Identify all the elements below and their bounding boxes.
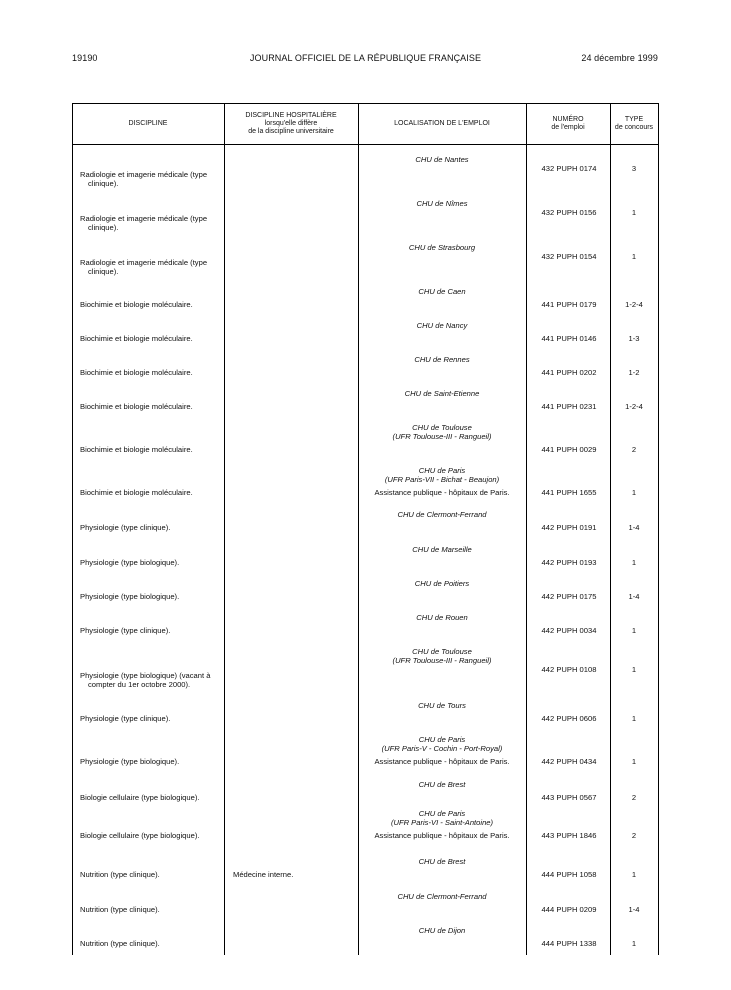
employment-number: 441 PUPH 0202 <box>541 368 597 377</box>
discipline-cell <box>80 402 230 411</box>
location-name: CHU de Nantes <box>415 155 469 164</box>
location-name: CHU de Rouen <box>416 613 468 622</box>
location-name: CHU de Toulouse <box>412 647 472 656</box>
location-name: CHU de Marseille <box>412 545 472 554</box>
location-name: CHU de Paris <box>418 735 466 744</box>
discipline-line: Radiologie et imagerie médicale (type <box>80 214 208 223</box>
competition-type: 1 <box>631 626 637 635</box>
discipline-line: Physiologie (type biologique). <box>80 757 180 766</box>
discipline-line: Physiologie (type clinique). <box>80 523 171 532</box>
location-cell <box>358 423 526 441</box>
location-name: CHU de Poitiers <box>414 579 470 588</box>
location-cell <box>358 613 526 622</box>
discipline-line: Biochimie et biologie moléculaire. <box>80 402 193 411</box>
location-cell <box>358 545 526 554</box>
header-line: de la discipline universitaire <box>248 128 334 135</box>
col-header-hospital-discipline <box>224 104 358 144</box>
discipline-cell <box>80 905 230 914</box>
col-header-discipline <box>72 104 224 144</box>
location-cell <box>358 199 526 208</box>
competition-type: 1 <box>631 714 637 723</box>
discipline-line: clinique). <box>88 267 119 276</box>
discipline-line: Biologie cellulaire (type biologique). <box>80 793 200 802</box>
employment-number: 432 PUPH 0174 <box>541 164 597 173</box>
discipline-cell <box>80 558 230 567</box>
competition-type: 1 <box>631 939 637 948</box>
competition-type: 1 <box>631 870 637 879</box>
location-cell <box>358 857 526 866</box>
header-text <box>245 112 336 136</box>
header-line: de concours <box>614 124 654 131</box>
location-detail: (UFR Toulouse-III - Rangueil) <box>392 656 492 665</box>
col-header-number <box>526 104 610 144</box>
location-cell <box>358 780 526 789</box>
discipline-line: Nutrition (type clinique). <box>80 905 160 914</box>
discipline-line: Biochimie et biologie moléculaire. <box>80 488 193 497</box>
discipline-cell <box>80 793 230 802</box>
employment-number: 442 PUPH 0193 <box>541 558 597 567</box>
employment-number: 443 PUPH 1846 <box>541 831 597 840</box>
location-name: CHU de Brest <box>418 780 466 789</box>
competition-type: 2 <box>631 831 637 840</box>
header-line: LOCALISATION DE L'EMPLOI <box>394 120 490 127</box>
discipline-cell <box>80 214 230 232</box>
employment-number: 444 PUPH 0209 <box>541 905 597 914</box>
discipline-line: Physiologie (type biologique). <box>80 592 180 601</box>
discipline-cell <box>80 488 230 497</box>
header-text <box>129 120 168 128</box>
discipline-line: Physiologie (type clinique). <box>80 626 171 635</box>
location-name: CHU de Paris <box>418 466 466 475</box>
col-divider-2 <box>358 103 359 955</box>
header-text <box>615 116 653 132</box>
employment-number: 444 PUPH 1058 <box>541 870 597 879</box>
discipline-cell <box>80 170 230 188</box>
location-cell <box>358 735 526 753</box>
discipline-cell <box>80 334 230 343</box>
employment-number: 441 PUPH 0029 <box>541 445 597 454</box>
discipline-cell <box>80 523 230 532</box>
competition-type: 2 <box>631 445 637 454</box>
discipline-line: Nutrition (type clinique). <box>80 939 160 948</box>
location-cell <box>358 243 526 252</box>
discipline-line: Physiologie (type biologique). <box>80 558 180 567</box>
employment-number: 441 PUPH 0179 <box>541 300 597 309</box>
discipline-cell <box>80 368 230 377</box>
discipline-line: Biochimie et biologie moléculaire. <box>80 368 193 377</box>
location-name: CHU de Saint-Etienne <box>404 389 480 398</box>
location-cell <box>358 389 526 398</box>
header-line: DISCIPLINE <box>128 120 168 127</box>
competition-type: 1 <box>631 665 637 674</box>
discipline-line: Radiologie et imagerie médicale (type <box>80 170 208 179</box>
discipline-line: Physiologie (type biologique) (vacant à <box>80 671 211 680</box>
location-cell <box>358 647 526 665</box>
competition-type: 1-2-4 <box>625 300 643 309</box>
location-extra: Assistance publique - hôpitaux de Paris. <box>374 831 510 840</box>
location-name: CHU de Nancy <box>416 321 468 330</box>
employment-number: 442 PUPH 0108 <box>541 665 597 674</box>
journal-title: JOURNAL OFFICIEL DE LA RÉPUBLIQUE FRANÇAISE <box>249 53 482 63</box>
location-name: CHU de Rennes <box>414 355 470 364</box>
competition-type: 1-4 <box>628 592 640 601</box>
competition-type: 1 <box>631 488 637 497</box>
competition-type: 1-2-4 <box>625 402 643 411</box>
col-header-location <box>358 104 526 144</box>
header-line: de l'emploi <box>551 124 585 131</box>
col-divider-3 <box>526 103 527 955</box>
header-line: lorsqu'elle diffère <box>264 120 318 127</box>
employment-number: 441 PUPH 0231 <box>541 402 597 411</box>
location-cell <box>358 926 526 935</box>
location-detail: (UFR Paris-VII - Bichat - Beaujon) <box>384 475 500 484</box>
discipline-line: Physiologie (type clinique). <box>80 714 171 723</box>
employment-number: 442 PUPH 0175 <box>541 592 597 601</box>
employment-number: 443 PUPH 0567 <box>541 793 597 802</box>
header-line: NUMÉRO <box>552 116 584 123</box>
discipline-line: clinique). <box>88 223 119 232</box>
discipline-cell <box>80 300 230 309</box>
header-line: TYPE <box>624 116 644 123</box>
location-detail: (UFR Paris-VI - Saint-Antoine) <box>390 818 494 827</box>
competition-type: 2 <box>631 793 637 802</box>
competition-type: 1-4 <box>628 905 640 914</box>
location-cell <box>358 466 526 484</box>
competition-type: 3 <box>631 164 637 173</box>
location-cell <box>358 579 526 588</box>
discipline-cell <box>80 626 230 635</box>
employment-number: 444 PUPH 1338 <box>541 939 597 948</box>
location-cell <box>358 892 526 901</box>
discipline-line: compter du 1er octobre 2000). <box>88 680 191 689</box>
discipline-cell <box>80 870 230 879</box>
discipline-cell <box>80 445 230 454</box>
competition-type: 1-2 <box>628 368 640 377</box>
location-name: CHU de Nîmes <box>416 199 468 208</box>
competition-type: 1 <box>631 558 637 567</box>
competition-type: 1 <box>631 757 637 766</box>
location-cell <box>358 321 526 330</box>
discipline-line: Nutrition (type clinique). <box>80 870 160 879</box>
location-cell <box>358 510 526 519</box>
employment-number: 442 PUPH 0191 <box>541 523 597 532</box>
location-name: CHU de Paris <box>418 809 466 818</box>
discipline-line: Biochimie et biologie moléculaire. <box>80 445 193 454</box>
location-detail: (UFR Toulouse-III - Rangueil) <box>392 432 492 441</box>
discipline-cell <box>80 939 230 948</box>
location-cell <box>358 155 526 164</box>
location-cell <box>358 287 526 296</box>
discipline-line: Radiologie et imagerie médicale (type <box>80 258 208 267</box>
discipline-line: Biochimie et biologie moléculaire. <box>80 300 193 309</box>
competition-type: 1-4 <box>628 523 640 532</box>
location-extra: Assistance publique - hôpitaux de Paris. <box>374 757 510 766</box>
discipline-cell <box>80 671 230 689</box>
location-extra: Assistance publique - hôpitaux de Paris. <box>374 488 510 497</box>
discipline-cell <box>80 757 230 766</box>
left-border <box>72 103 73 955</box>
header-bottom-rule <box>72 144 659 145</box>
location-name: CHU de Toulouse <box>412 423 472 432</box>
discipline-cell <box>80 592 230 601</box>
competition-type: 1 <box>631 252 637 261</box>
competition-type: 1 <box>631 208 637 217</box>
location-name: CHU de Brest <box>418 857 466 866</box>
location-name: CHU de Tours <box>418 701 466 710</box>
hospital-discipline-cell: Médecine interne. <box>233 870 294 879</box>
employment-number: 432 PUPH 0156 <box>541 208 597 217</box>
location-cell <box>358 355 526 364</box>
issue-date: 24 décembre 1999 <box>581 53 658 63</box>
header-line: DISCIPLINE HOSPITALIÈRE <box>245 112 337 119</box>
employment-number: 432 PUPH 0154 <box>541 252 597 261</box>
location-detail: (UFR Paris-V - Cochin - Port-Royal) <box>381 744 503 753</box>
location-name: CHU de Caen <box>418 287 466 296</box>
discipline-cell <box>80 831 230 840</box>
competition-type: 1-3 <box>628 334 640 343</box>
discipline-cell <box>80 714 230 723</box>
location-name: CHU de Dijon <box>418 926 466 935</box>
location-cell <box>358 701 526 710</box>
employment-number: 442 PUPH 0034 <box>541 626 597 635</box>
header-text <box>551 116 584 132</box>
right-border <box>658 103 659 955</box>
col-header-type <box>610 104 658 144</box>
discipline-line: Biologie cellulaire (type biologique). <box>80 831 200 840</box>
employment-number: 441 PUPH 0146 <box>541 334 597 343</box>
location-name: CHU de Strasbourg <box>408 243 476 252</box>
discipline-line: Biochimie et biologie moléculaire. <box>80 334 193 343</box>
location-name: CHU de Clermont-Ferrand <box>397 510 487 519</box>
employment-number: 441 PUPH 1655 <box>541 488 597 497</box>
discipline-line: clinique). <box>88 179 119 188</box>
location-name: CHU de Clermont-Ferrand <box>397 892 487 901</box>
page-number: 19190 <box>72 53 98 63</box>
header-text <box>394 120 490 128</box>
discipline-cell <box>80 258 230 276</box>
employment-number: 442 PUPH 0606 <box>541 714 597 723</box>
location-cell <box>358 809 526 827</box>
employment-number: 442 PUPH 0434 <box>541 757 597 766</box>
